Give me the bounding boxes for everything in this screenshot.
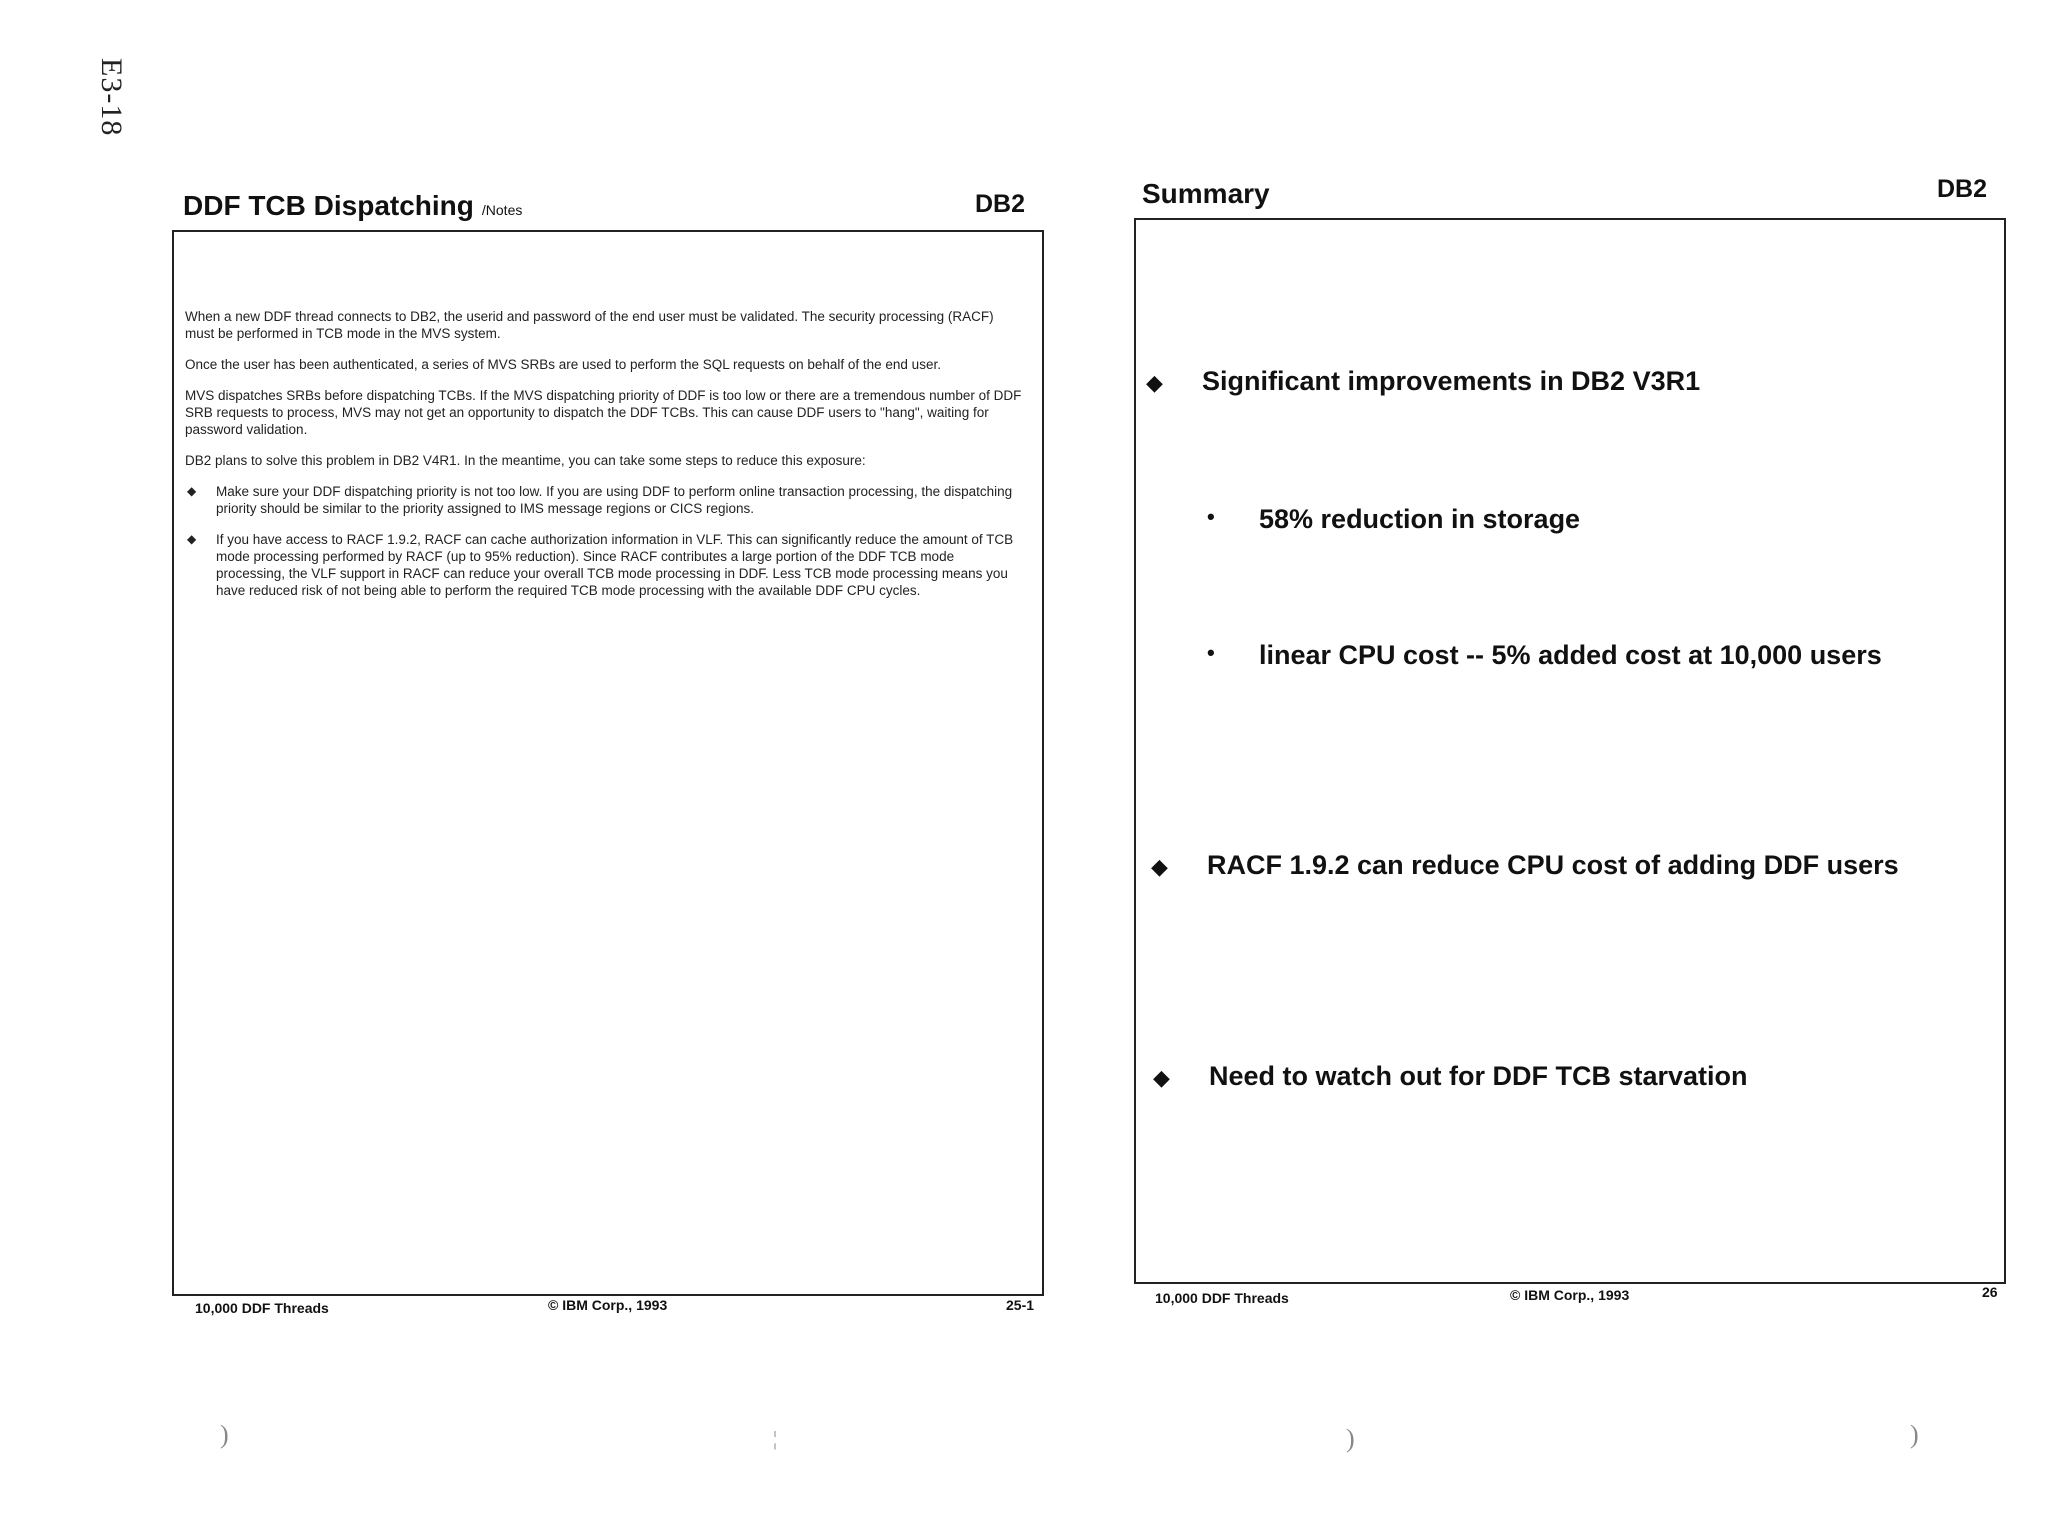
scan-mark: ) [220,1420,229,1449]
diamond-bullet-icon: ◆ [1151,854,1168,879]
notes-bullet-text: Make sure your DDF dispatching priority is not too low. If you are using DDF to perform online transaction processing, the dispatching priority should be similar to the priority assigned to IMS message regions or CICS regions. [216,484,1013,516]
summary-item-text: linear CPU cost -- 5% added cost at 10,000 users [1259,640,1882,670]
right-footer-left: 10,000 DDF Threads [1155,1290,1289,1306]
left-slide-title [183,190,522,222]
notes-paragraph: MVS dispatches SRBs before dispatching TCBs. If the MVS dispatching priority of DDF is too low or there are a tremendous number of DDF SRB requests to process, MVS may not get an opportunity to dispatch the DDF TCBs. This can cause DDF users to "hang", waiting for password validation. [185,388,1022,437]
notes-bullet-text: If you have access to RACF 1.9.2, RACF can cache authorization information in VLF. This can significantly reduce the amount of TCB mode processing performed by RACF (up to 95% reduction). Since RACF contributes a large portion of the DDF TCB mode processing, the VLF support in RACF can reduce your overall TCB mode processing in DDF. Less TCB mode processing means you have reduced risk of not being able to perform the required TCB mode processing with the available DDF CPU cycles. [216,532,1014,598]
summary-item [1151,850,1899,881]
diamond-bullet-icon: ◆ [1146,370,1163,395]
page-code: E3-18 [95,58,128,137]
notes-paragraph: Once the user has been authenticated, a series of MVS SRBs are used to perform the SQL requests on behalf of the end user. [185,357,941,372]
scan-mark: ¦ [773,1428,778,1450]
diamond-bullet-icon: ◆ [187,532,197,546]
notes-body [185,308,1025,613]
scan-mark: ) [1346,1424,1355,1453]
summary-subitem [1207,504,1580,535]
diamond-bullet-icon: ◆ [1153,1065,1170,1090]
summary-item-text: Significant improvements in DB2 V3R1 [1202,366,1701,396]
right-footer-copyright: © IBM Corp., 1993 [1510,1287,1630,1303]
left-title-suffix: /Notes [481,202,523,218]
summary-item-text: 58% reduction in storage [1259,504,1581,534]
summary-item-text: Need to watch out for DDF TCB starvation [1209,1061,1748,1091]
summary-item [1153,1061,1748,1092]
notes-bullet-item [185,483,1025,517]
left-title-text: DDF TCB Dispatching [183,190,474,221]
dot-bullet-icon: • [1207,640,1215,665]
right-footer-page-number: 26 [1982,1284,1998,1300]
left-footer-copyright: © IBM Corp., 1993 [548,1297,668,1313]
notes-paragraph: DB2 plans to solve this problem in DB2 V4R1. In the meantime, you can take some steps to reduce this exposure: [185,453,866,468]
scan-mark: ) [1910,1420,1919,1449]
notes-bullet-item [185,531,1025,599]
left-footer-page-number: 25-1 [1006,1297,1035,1313]
left-footer-left: 10,000 DDF Threads [195,1300,329,1316]
summary-subitem [1207,640,1882,671]
notes-paragraph: When a new DDF thread connects to DB2, the userid and password of the end user must be validated. The security processing (RACF) must be performed in TCB mode in the MVS system. [185,309,994,341]
right-slide-product: DB2 [1937,175,1988,203]
summary-item [1146,366,1700,397]
notes-bullet-list [185,483,1025,599]
dot-bullet-icon: • [1207,504,1215,529]
diamond-bullet-icon: ◆ [187,484,197,498]
left-slide-product: DB2 [975,190,1026,218]
right-slide-title: Summary [1142,178,1270,209]
summary-item-text: RACF 1.9.2 can reduce CPU cost of adding DDF users [1207,850,1899,880]
